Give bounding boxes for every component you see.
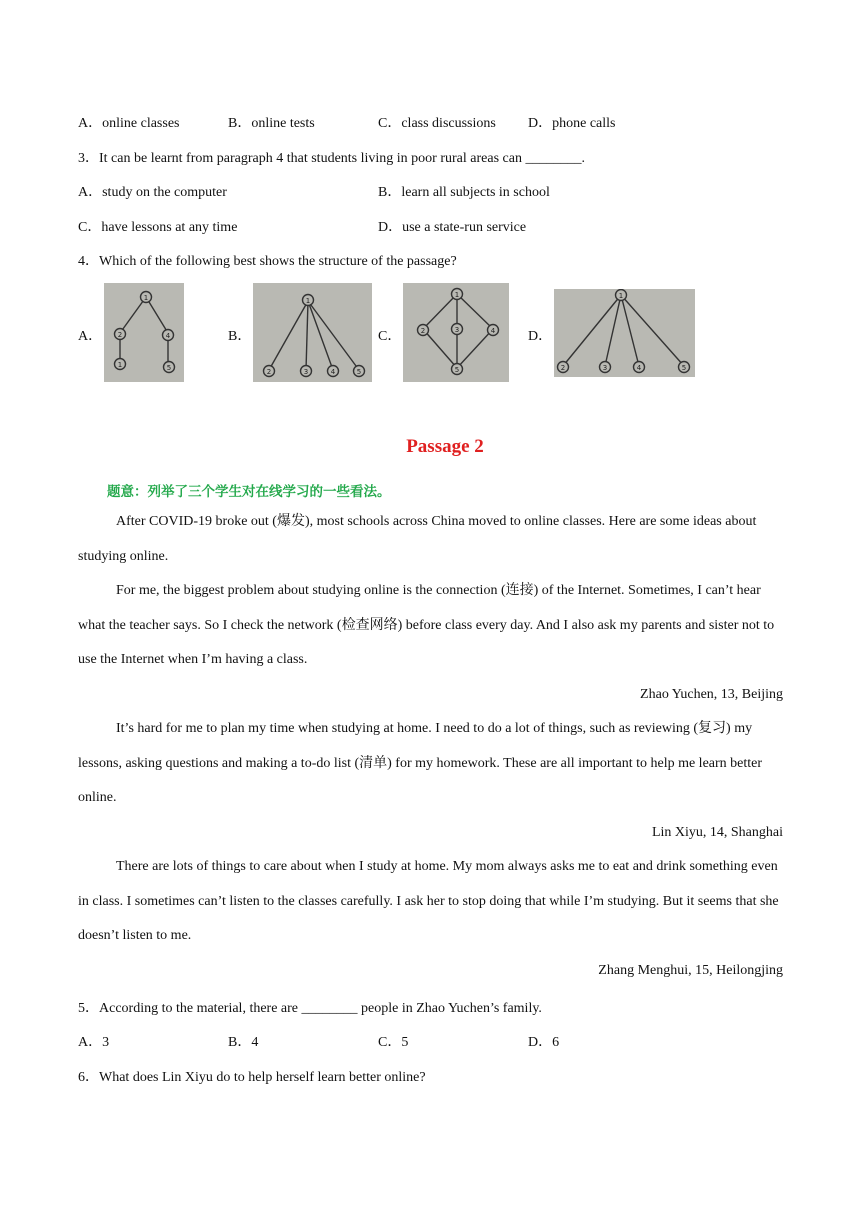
diagram-node-number: 4	[165, 332, 171, 340]
diagram-node-number: 3	[303, 368, 309, 376]
structure-diagram-a	[104, 283, 184, 382]
q2-option-b: B．online tests	[228, 116, 315, 131]
q2-option-c: C．class discussions	[378, 116, 496, 131]
diagram-node-number: 2	[420, 327, 426, 335]
passage-paragraph-3: There are lots of things to care about when I study at home. My mom always asks me to eat and drink something even in class. I sometimes can’t listen to the classes carefully. I ask her to stop doing that while I’m studying. But it seems that she doesn’t listen to me.	[78, 859, 779, 943]
diagram-node-number: 1	[618, 292, 624, 300]
q5-option-d: D．6	[528, 1035, 560, 1050]
diagram-node-number: 3	[602, 364, 608, 372]
structure-diagram-d	[554, 289, 695, 377]
diagram-node-number: 2	[560, 364, 566, 372]
diagram-node-number: 1	[143, 294, 149, 302]
q2-option-a: A．online classes	[78, 116, 180, 131]
diagram-node-number: 4	[636, 364, 642, 372]
q3-option-d: D．use a state-run service	[378, 220, 527, 235]
q5-option-b: B．4	[228, 1035, 259, 1050]
diagram-node-number: 3	[454, 326, 460, 334]
q3-option-c: C．have lessons at any time	[78, 220, 238, 235]
q2-option-d: D．phone calls	[528, 116, 616, 131]
q4-option-c-label: C．	[378, 329, 402, 344]
q5-stem: 5．According to the material, there are ________ people in Zhao Yuchen’s family.	[78, 1001, 542, 1016]
signature-2: Lin Xiyu, 14, Shanghai	[651, 825, 783, 840]
diagram-node-number: 4	[490, 327, 496, 335]
q4-option-a-label: A．	[78, 329, 103, 344]
q3-option-a: A．study on the computer	[78, 185, 227, 200]
diagram-node-number: 1	[117, 361, 123, 369]
diagram-node-number: 5	[681, 364, 687, 372]
q5-option-c: C．5	[378, 1035, 409, 1050]
diagram-node-number: 1	[454, 291, 460, 299]
q6-stem: 6．What does Lin Xiyu do to help herself learn better online?	[78, 1070, 426, 1085]
q3-stem: 3．It can be learnt from paragraph 4 that students living in poor rural areas can ________.	[78, 151, 585, 166]
passage-paragraph-1: For me, the biggest problem about studying online is the connection (连接) of the Internet. Sometimes, I can’t hear what the teacher says. So I check the network (检查网络) before class every day. And I also ask my parents and sister not to use the Internet when I’m having a class.	[78, 583, 775, 667]
q3-option-b: B．learn all subjects in school	[378, 185, 550, 200]
passage-intro: After COVID-19 broke out (爆发), most schools across China moved to online classes. Here are some ideas about studying online.	[78, 514, 757, 564]
passage-paragraph-2: It’s hard for me to plan my time when studying at home. I need to do a lot of things, such as reviewing (复习) my lessons, asking questions and making a to-do list (清单) for my homework. These are all important to help me learn better online.	[78, 721, 763, 805]
q4-stem: 4．Which of the following best shows the structure of the passage?	[78, 254, 457, 269]
diagram-node-number: 5	[356, 368, 362, 376]
passage-title: Passage 2	[406, 436, 484, 457]
q4-option-d-label: D．	[528, 329, 553, 344]
diagram-node-number: 4	[330, 368, 336, 376]
q5-option-a: A．3	[78, 1035, 110, 1050]
diagram-node-number: 2	[266, 368, 272, 376]
signature-1: Zhao Yuchen, 13, Beijing	[640, 687, 783, 702]
diagram-node-number: 5	[166, 364, 172, 372]
diagram-node-number: 1	[305, 297, 311, 305]
diagram-node-number: 5	[454, 366, 460, 374]
diagram-node-number: 2	[117, 331, 123, 339]
signature-3: Zhang Menghui, 15, Heilongjing	[598, 963, 783, 978]
structure-diagram-c	[403, 283, 509, 382]
q4-option-b-label: B．	[228, 329, 252, 344]
structure-diagram-b	[253, 283, 372, 382]
passage-gist: 题意：列举了三个学生对在线学习的一些看法。	[107, 484, 391, 500]
